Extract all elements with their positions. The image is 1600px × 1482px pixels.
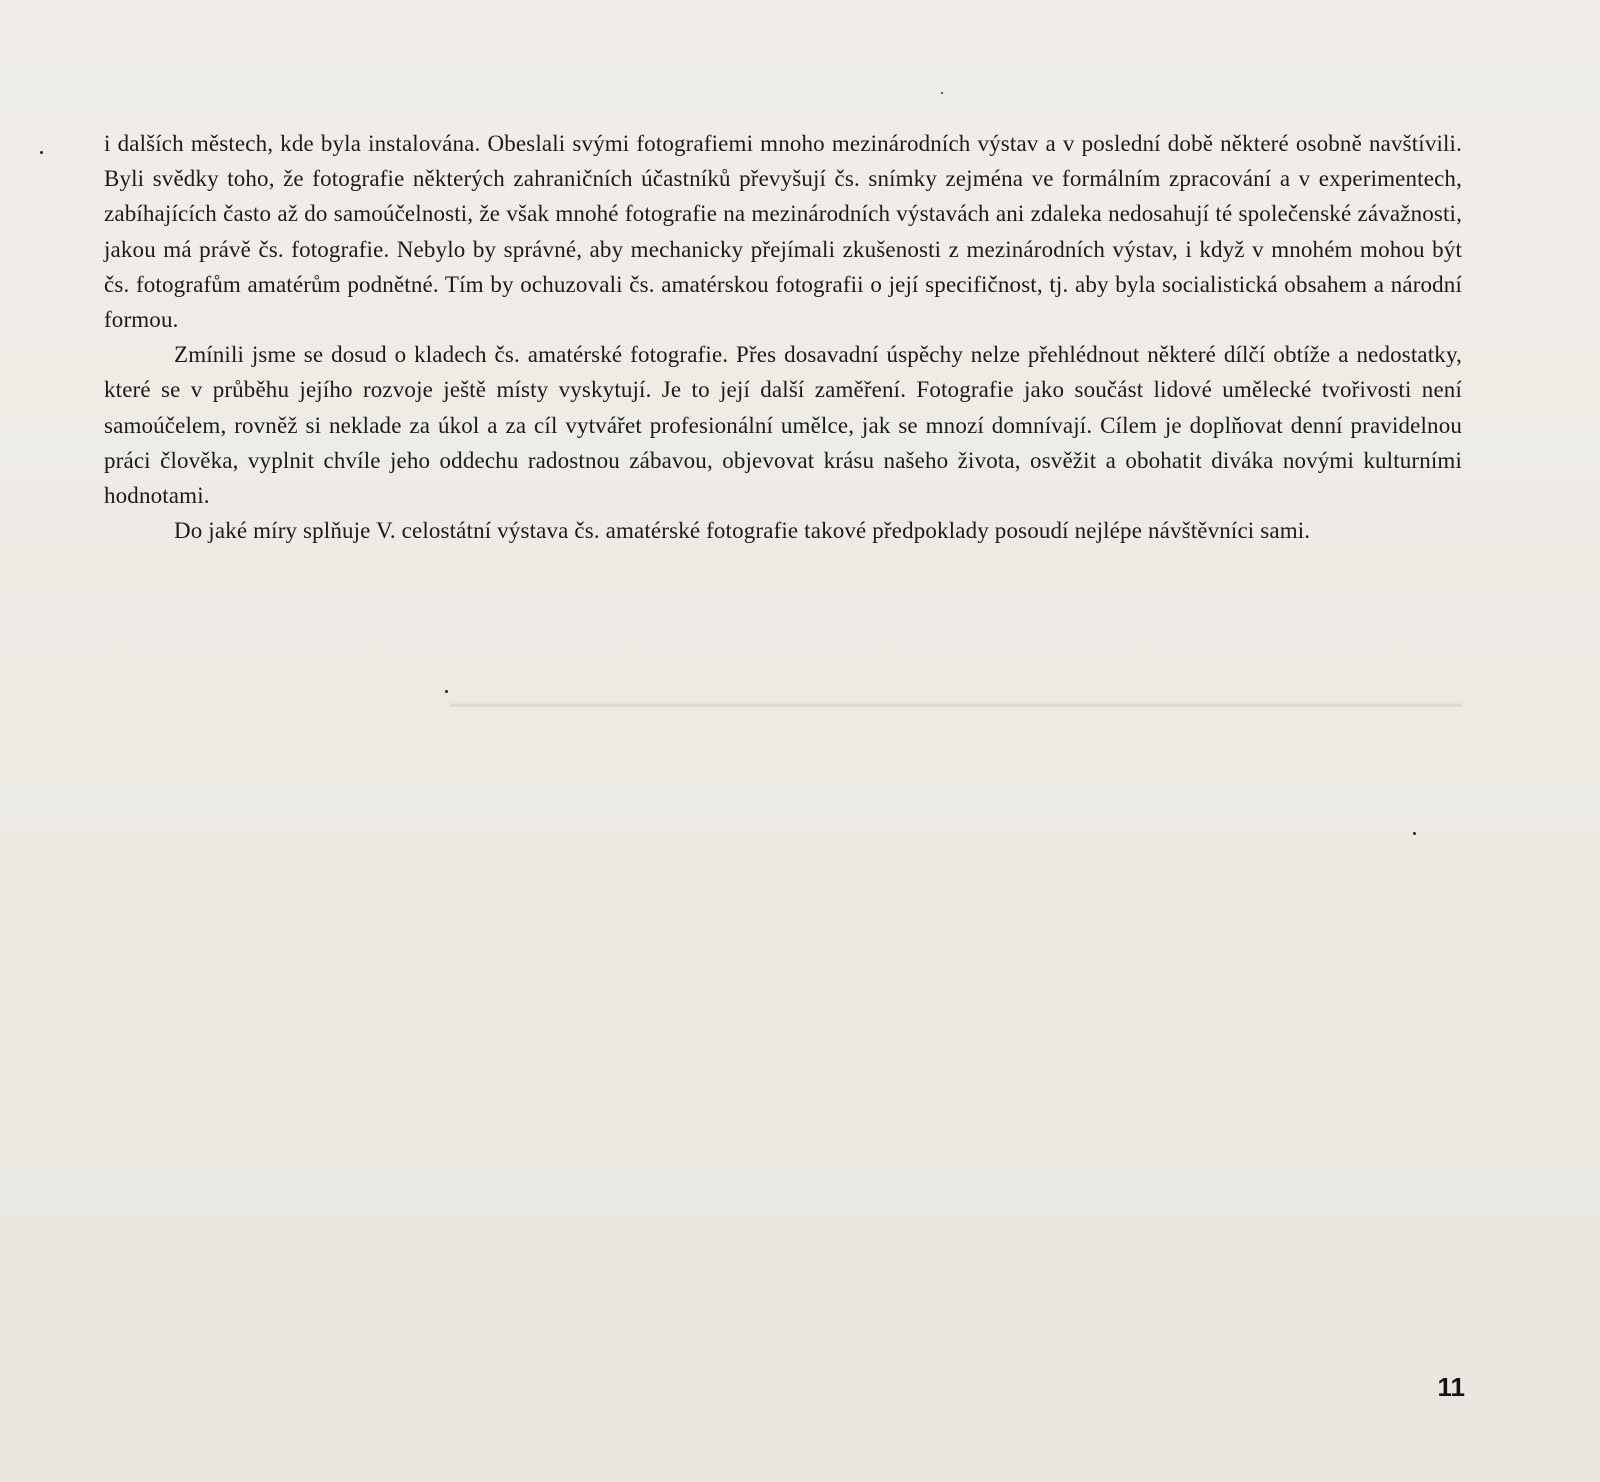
print-speck xyxy=(1413,832,1416,835)
print-speck xyxy=(941,92,943,94)
body-text xyxy=(104,126,1462,548)
print-speck xyxy=(445,690,448,693)
page-number: 11 xyxy=(1437,1372,1465,1402)
paragraph-2: Zmínili jsme se dosud o kladech čs. amatérské fotografie. Přes dosavadní úspěchy nelze přehlédnout některé dílčí obtíže a nedostatky, které se v průběhu jejího rozvoje ještě místy vyskytují. Je to její další zaměření. Fotografie jako součást lidové umělecké tvořivosti není samoúčelem, rovněž si neklade za úkol a za cíl vytvářet profesionální umělce, jak se mnozí domnívají. Cílem je doplňovat denní pravidelnou práci člověka, vyplnit chvíle jeho oddechu radostnou zábavou, objevovat krásu našeho života, osvěžit a obohatit diváka novými kulturními hodnotami. xyxy=(104,342,1462,509)
print-speck xyxy=(40,151,43,154)
show-through-texture: ━━━━━━━━━━━━━━━━━━━━━━━━━━━━━━━━━━━━━━━━━━━━━━━━━━━━━━━━━━━━━━━━━━━━━━━━━━━━━━━━━━━━ xyxy=(450,695,1462,717)
paragraph-3: Do jaké míry splňuje V. celostátní výstava čs. amatérské fotografie takové předpoklady posoudí nejlépe návštěvníci sami. xyxy=(174,518,1311,544)
paragraph-1: i dalších městech, kde byla instalována. Obeslali svými fotografiemi mnoho mezinárodních výstav a v poslední době některé osobně navštívili. Byli svědky toho, že fotografie některých zahraničních účastníků převyšují čs. snímky zejména ve formálním zpracování a v experimentech, zabíhajících často až do samoúčelnosti, že však mnohé fotografie na mezinárodních výstavách ani zdaleka nedosahují té společenské závažnosti, jakou má právě čs. fotografie. Nebylo by správné, aby mechanicky přejímali zkušenosti z mezinárodních výstav, i když v mnohém mohou být čs. fotografům amatérům podnětné. Tím by ochuzovali čs. amatérskou fotografii o její specifičnost, tj. aby byla socialistická obsahem a národní formou. xyxy=(104,131,1462,333)
